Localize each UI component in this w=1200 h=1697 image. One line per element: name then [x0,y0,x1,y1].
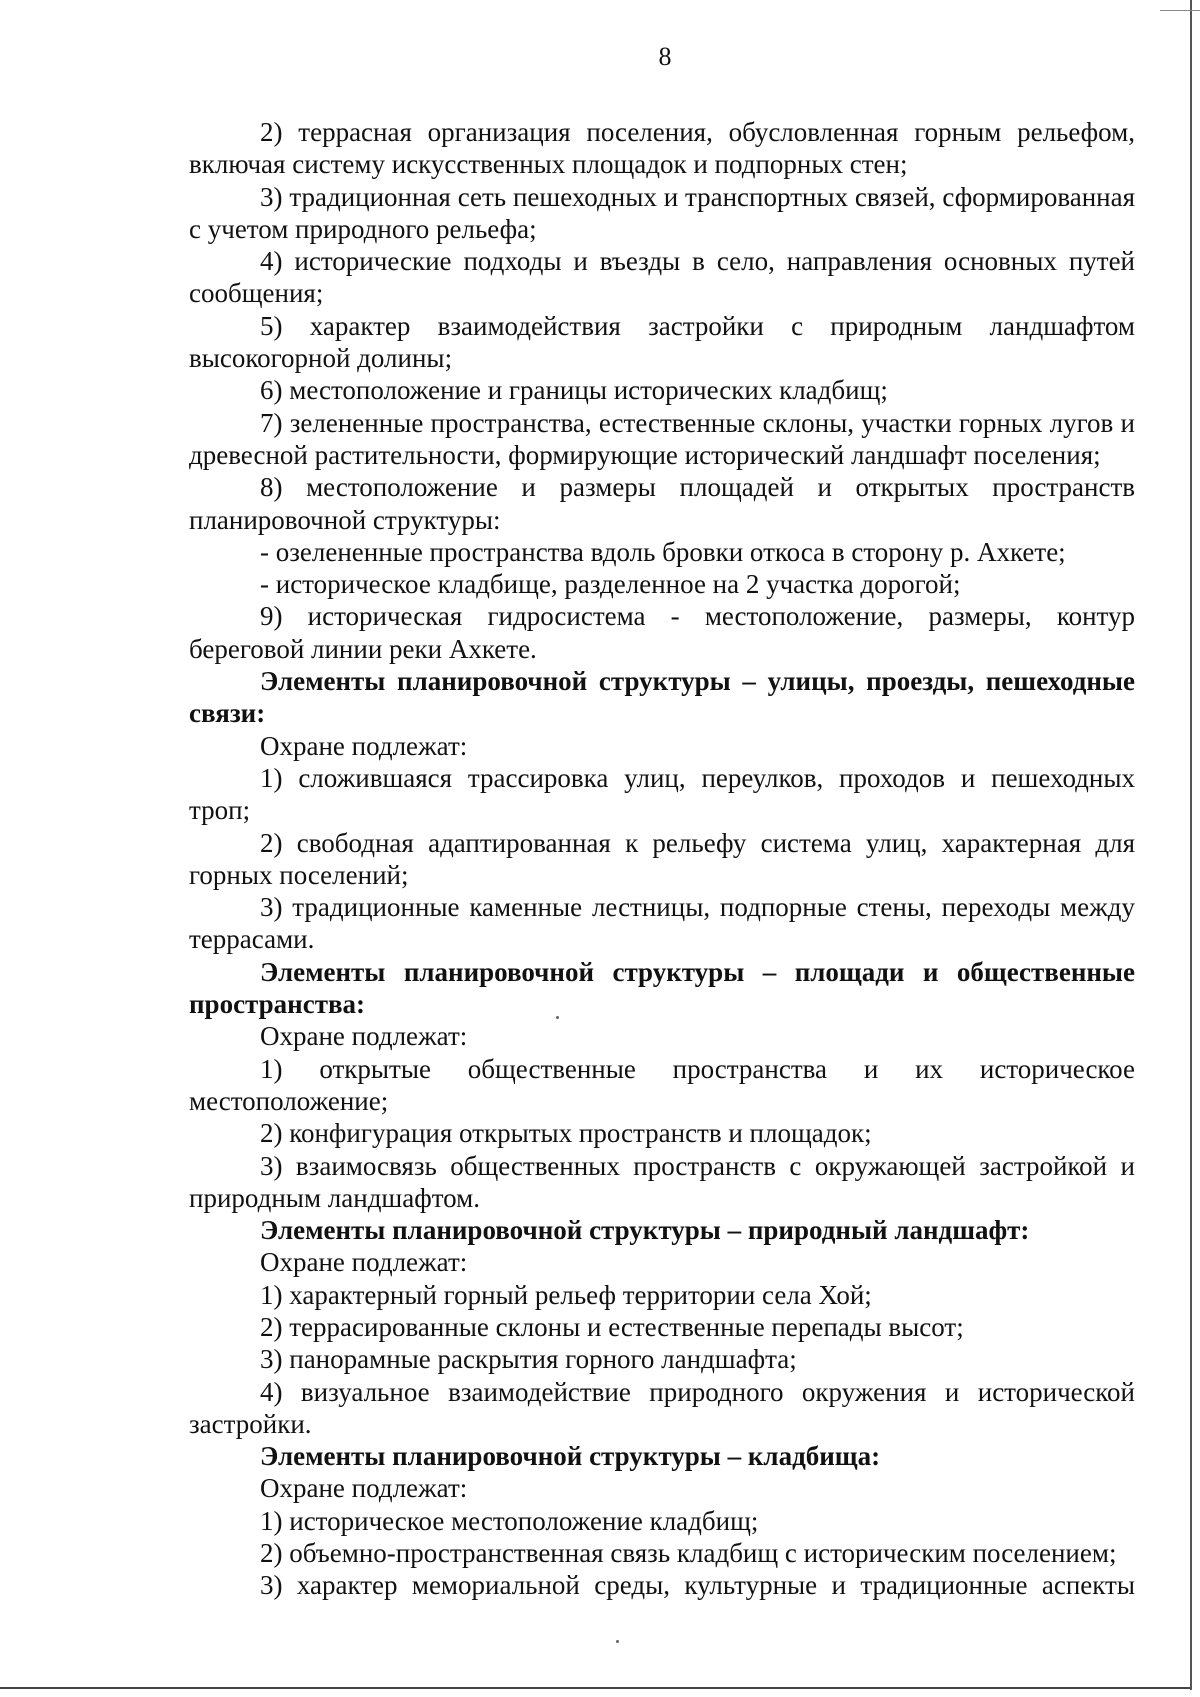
paragraph: 3) традиционные каменные лестницы, подпорные стены, переходы между террасами. [189,892,1135,955]
section-heading: Элементы планировочной структуры – кладбища: [260,1441,881,1472]
document-body [189,116,1135,1602]
paragraph: 7) зелененные пространства, естественные склоны, участки горных лугов и древесной растительности, формирующие исторический ландшафт поселения; [189,407,1135,470]
paragraph: 2) конфигурация открытых пространств и площадок; [260,1118,872,1149]
paragraph: Охране подлежат: [260,730,468,761]
paragraph: Охране подлежат: [260,1021,468,1052]
paragraph: 8) местоположение и размеры площадей и открытых пространств планировочной структуры: [189,472,1135,535]
paragraph: - историческое кладбище, разделенное на 2 участка дорогой; [260,569,961,600]
page-number: 8 [658,42,672,71]
paragraph: 6) местоположение и границы исторических кладбищ; [260,375,888,406]
paragraph: 1) историческое местоположение кладбищ; [260,1505,759,1536]
paragraph: 2) свободная адаптированная к рельефу система улиц, характерная для горных поселений; [189,827,1135,890]
scan-edge-line [0,1687,1190,1689]
section-heading: Элементы планировочной структуры – природный ландшафт: [260,1215,1030,1246]
paragraph: 3) панорамные раскрытия горного ландшафта; [260,1344,797,1375]
paragraph: 2) объемно-пространственная связь кладбищ с историческим поселением; [260,1538,1117,1569]
paragraph: 3) традиционная сеть пешеходных и транспортных связей, сформированная с учетом природного рельефа; [189,181,1135,244]
paragraph: 3) характер мемориальной среды, культурные и традиционные аспекты [260,1570,1135,1601]
scan-speck [616,1640,619,1643]
section-heading: Элементы планировочной структуры – улицы, проезды, пешеходные связи: [189,666,1135,729]
paragraph: 5) характер взаимодействия застройки с природным ландшафтом высокогорной долины; [189,310,1135,374]
scan-edge-line [1190,0,1192,1690]
paragraph: 2) террасированные склоны и естественные перепады высот; [260,1311,964,1342]
paragraph: 3) взаимосвязь общественных пространств с окружающей застройкой и природным ландшафтом. [189,1150,1135,1213]
paragraph: Охране подлежат: [260,1473,468,1504]
paragraph: 4) исторические подходы и въезды в село, направления основных путей сообщения; [189,246,1135,309]
paragraph: 4) визуальное взаимодействие природного окружения и исторической застройки. [189,1376,1135,1439]
section-heading: Элементы планировочной структуры – площади и общественные пространства: [189,956,1135,1020]
paragraph: 9) историческая гидросистема - местоположение, размеры, контур береговой линии реки Ахкете. [189,601,1135,664]
paragraph: 1) открытые общественные пространства и их историческое местоположение; [189,1053,1135,1116]
paragraph: - озелененные пространства вдоль бровки откоса в сторону р. Ахкете; [260,536,1066,567]
paragraph: Охране подлежат: [260,1247,468,1278]
paragraph: 1) характерный горный рельеф территории села Хой; [260,1279,872,1310]
scan-edge-line [1160,10,1200,11]
paragraph: 1) сложившаяся трассировка улиц, переулков, проходов и пешеходных троп; [189,762,1135,826]
paragraph: 2) террасная организация поселения, обусловленная горным рельефом, включая систему искусственных площадок и подпорных стен; [189,117,1135,180]
scan-speck [556,1016,559,1019]
